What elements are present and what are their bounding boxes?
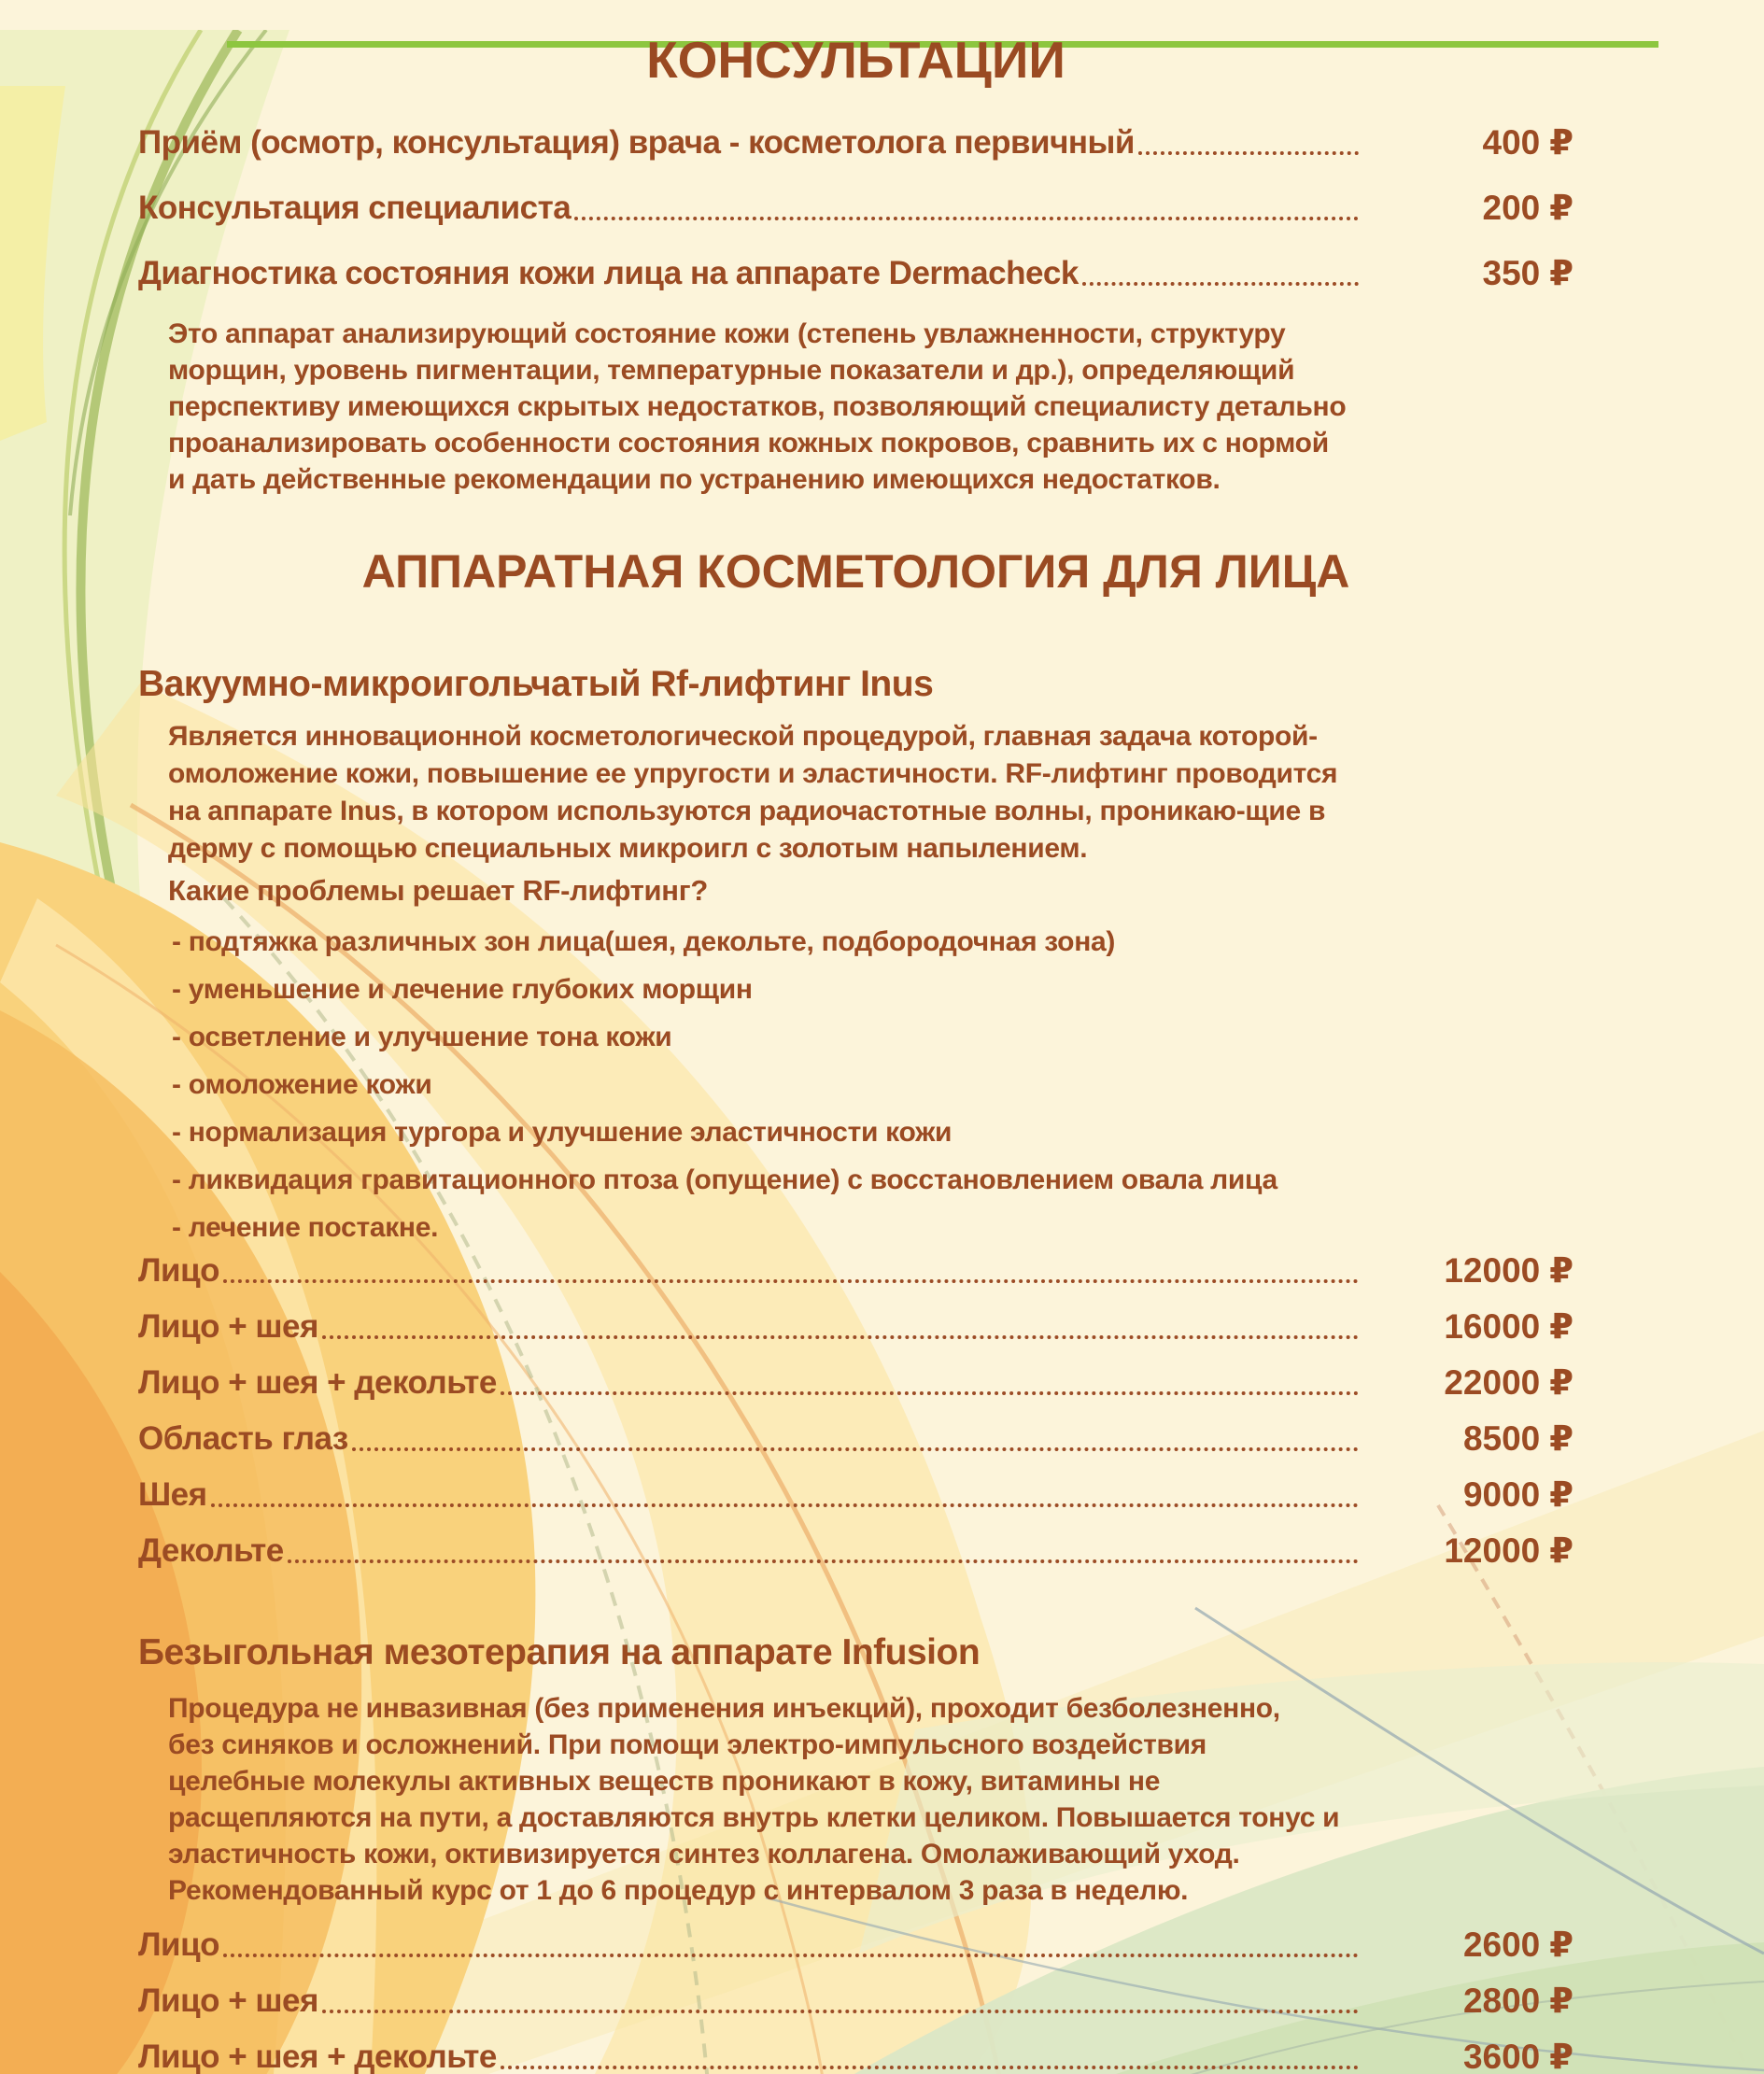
price-row bbox=[138, 1305, 1573, 1348]
infusion-description bbox=[168, 1690, 1573, 1909]
subsection-title-infusion: Безыгольная мезотерапия на аппарате Infusion bbox=[138, 1632, 981, 1672]
price-label: Лицо + шея bbox=[138, 1982, 318, 2019]
paragraph-line: на аппарате Inus, в котором используются радиочастотные волны, проникаю-щие в bbox=[168, 796, 1326, 826]
rf-lifting-description bbox=[168, 718, 1573, 868]
price-label: Лицо bbox=[138, 1926, 219, 1963]
currency-symbol: ₽ bbox=[1549, 2038, 1573, 2074]
price-value: 8500 ₽ bbox=[1462, 1419, 1573, 1458]
price-value: 350 ₽ bbox=[1482, 254, 1573, 292]
bullet-item: - осветление и улучшение тона кожи bbox=[172, 1022, 672, 1052]
price-label: Приём (осмотр, консультация) врача - косметолога первичный bbox=[138, 124, 1135, 161]
price-row bbox=[138, 1980, 1573, 2023]
price-row bbox=[138, 1924, 1573, 1967]
infusion-price-list bbox=[138, 1924, 1573, 2074]
dotted-leader bbox=[322, 1335, 1359, 1339]
page-title: КОНСУЛЬТАЦИИ bbox=[646, 31, 1065, 89]
currency-symbol: ₽ bbox=[1549, 1982, 1573, 2020]
dotted-leader bbox=[501, 2066, 1359, 2069]
dotted-leader bbox=[211, 1503, 1359, 1507]
currency-symbol: ₽ bbox=[1549, 1419, 1573, 1458]
price-value: 9000 ₽ bbox=[1462, 1475, 1573, 1514]
price-row bbox=[138, 1530, 1573, 1573]
paragraph-line: Процедура не инвазивная (без применения инъекций), проходит безболезненно, bbox=[168, 1693, 1280, 1724]
price-row bbox=[138, 1362, 1573, 1404]
bullet-item: - подтяжка различных зон лица(шея, декольте, подбородочная зона) bbox=[172, 926, 1116, 957]
paragraph-line: Рекомендованный курс от 1 до 6 процедур с интервалом 3 раза в неделю. bbox=[168, 1875, 1189, 1906]
price-label: Диагностика состояния кожи лица на аппарате Dermacheck bbox=[138, 255, 1079, 291]
currency-symbol: ₽ bbox=[1549, 123, 1573, 162]
paragraph-line: Является инновационной косметологической процедурой, главная задача которой- bbox=[168, 721, 1318, 752]
price-label: Лицо + шея + декольте bbox=[138, 1364, 497, 1401]
price-row bbox=[138, 2036, 1573, 2074]
price-value: 12000 ₽ bbox=[1444, 1531, 1573, 1570]
dotted-leader bbox=[223, 1954, 1359, 1957]
price-value: 3600 ₽ bbox=[1462, 2038, 1573, 2074]
bullet-item: - уменьшение и лечение глубоких морщин bbox=[172, 974, 753, 1005]
paragraph-line: без синяков и осложнений. При помощи электро-импульсного воздействия bbox=[168, 1729, 1207, 1760]
currency-symbol: ₽ bbox=[1549, 1363, 1573, 1402]
price-value: 200 ₽ bbox=[1482, 189, 1573, 227]
price-value: 16000 ₽ bbox=[1444, 1307, 1573, 1346]
paragraph-line: эластичность кожи, октивизируется синтез коллагена. Омолаживающий уход. bbox=[168, 1839, 1240, 1869]
price-value: 2600 ₽ bbox=[1462, 1926, 1573, 1964]
bullet-item: - лечение постакне. bbox=[172, 1212, 439, 1243]
paragraph-line: расщепляются на пути, а доставляются внутрь клетки целиком. Повышается тонус и bbox=[168, 1802, 1340, 1833]
price-row bbox=[138, 120, 1573, 164]
currency-symbol: ₽ bbox=[1549, 1307, 1573, 1346]
subsection-title-rf-lifting: Вакуумно-микроигольчатый Rf-лифтинг Inus bbox=[138, 664, 934, 704]
price-label: Лицо + шея + декольте bbox=[138, 2039, 497, 2074]
price-value: 22000 ₽ bbox=[1444, 1363, 1573, 1402]
dotted-leader bbox=[223, 1279, 1359, 1283]
price-value: 400 ₽ bbox=[1482, 123, 1573, 162]
dotted-leader bbox=[1138, 151, 1359, 155]
page-content bbox=[0, 30, 1764, 2074]
paragraph-line: морщин, уровень пигментации, температурные показатели и др.), определяющий bbox=[168, 355, 1295, 386]
currency-symbol: ₽ bbox=[1549, 1251, 1573, 1290]
consultations-price-list bbox=[138, 120, 1573, 295]
paragraph-line: дерму с помощью специальных микроигл с золотым напылением. bbox=[168, 833, 1088, 864]
currency-symbol: ₽ bbox=[1549, 1475, 1573, 1514]
price-list-page bbox=[0, 30, 1764, 2074]
price-label: Шея bbox=[138, 1476, 207, 1513]
price-value: 2800 ₽ bbox=[1462, 1982, 1573, 2020]
rf-lifting-question: Какие проблемы решает RF-лифтинг? bbox=[168, 874, 708, 907]
price-row bbox=[138, 185, 1573, 230]
dotted-leader bbox=[322, 2010, 1359, 2013]
section-title-hardware-cosmetology: АППАРАТНАЯ КОСМЕТОЛОГИЯ ДЛЯ ЛИЦА bbox=[361, 545, 1350, 598]
paragraph-line: омоложение кожи, повышение ее упругости и эластичности. RF-лифтинг проводится bbox=[168, 758, 1338, 789]
currency-symbol: ₽ bbox=[1549, 1531, 1573, 1570]
price-label: Область глаз bbox=[138, 1420, 348, 1457]
dotted-leader bbox=[574, 217, 1359, 220]
dermacheck-description bbox=[168, 316, 1573, 498]
price-row bbox=[138, 1474, 1573, 1517]
price-label: Консультация специалиста bbox=[138, 190, 572, 226]
dotted-leader bbox=[352, 1447, 1359, 1451]
price-label: Декольте bbox=[138, 1532, 284, 1569]
paragraph-line: целебные молекулы активных веществ проникают в кожу, витамины не bbox=[168, 1766, 1161, 1797]
price-label: Лицо bbox=[138, 1252, 219, 1289]
paragraph-line: и дать действенные рекомендации по устранению имеющихся недостатков. bbox=[168, 464, 1221, 495]
paragraph-line: проанализировать особенности состояния кожных покровов, сравнить их с нормой bbox=[168, 428, 1329, 459]
rf-lifting-price-list bbox=[138, 1249, 1573, 1573]
paragraph-line: перспективу имеющихся скрытых недостатков, позволяющий специалисту детально bbox=[168, 391, 1347, 422]
bullet-item: - нормализация тургора и улучшение эластичности кожи bbox=[172, 1117, 953, 1148]
price-row bbox=[138, 1249, 1573, 1292]
rf-lifting-benefits-list bbox=[172, 927, 1573, 1242]
dotted-leader bbox=[1082, 282, 1359, 286]
dotted-leader bbox=[288, 1559, 1359, 1563]
bullet-item: - омоложение кожи bbox=[172, 1069, 432, 1100]
paragraph-line: Это аппарат анализирующий состояние кожи (степень увлажненности, структуру bbox=[168, 318, 1286, 349]
price-row bbox=[138, 1418, 1573, 1460]
currency-symbol: ₽ bbox=[1549, 254, 1573, 292]
currency-symbol: ₽ bbox=[1549, 1926, 1573, 1964]
price-row bbox=[138, 250, 1573, 295]
price-label: Лицо + шея bbox=[138, 1308, 318, 1345]
dotted-leader bbox=[501, 1391, 1359, 1395]
price-value: 12000 ₽ bbox=[1444, 1251, 1573, 1290]
bullet-item: - ликвидация гравитационного птоза (опущение) с восстановлением овала лица bbox=[172, 1164, 1277, 1195]
currency-symbol: ₽ bbox=[1549, 189, 1573, 227]
